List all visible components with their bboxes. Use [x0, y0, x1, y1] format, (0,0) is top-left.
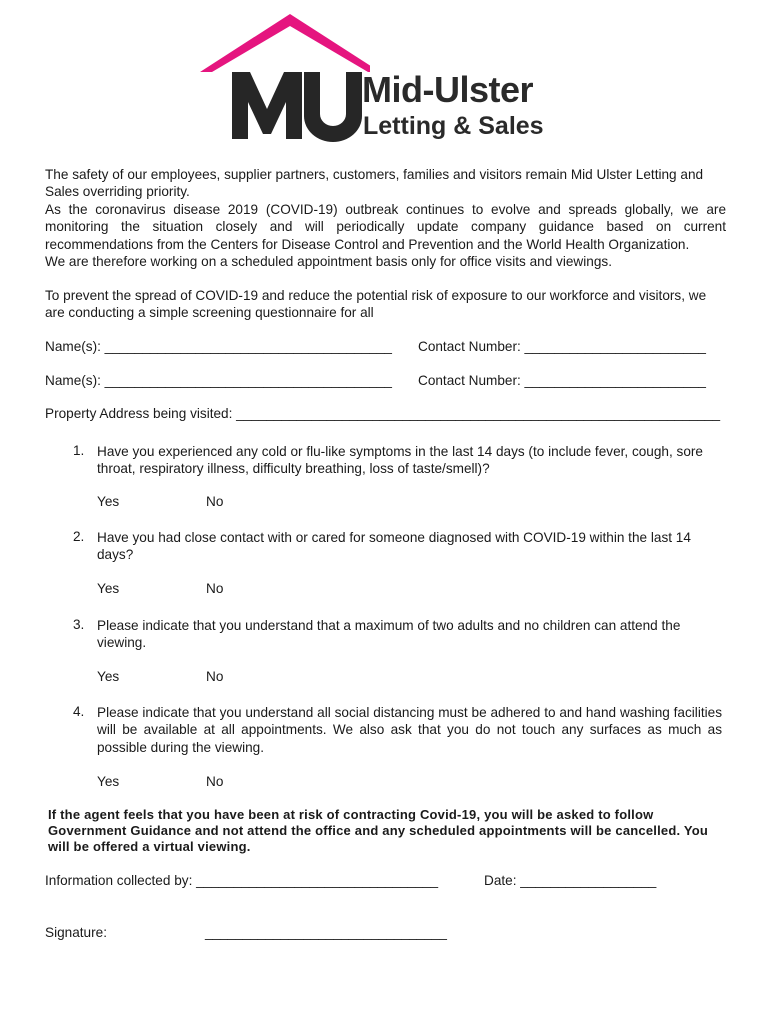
question-number: 3. [73, 617, 85, 632]
question-number: 4. [73, 704, 85, 719]
contact-number-field-2[interactable]: Contact Number: ________________________ [418, 373, 706, 388]
no-option[interactable]: No [206, 774, 224, 789]
yes-option[interactable]: Yes [97, 581, 120, 596]
yes-option[interactable]: Yes [97, 494, 120, 509]
yes-option[interactable]: Yes [97, 774, 120, 789]
no-option[interactable]: No [206, 669, 224, 684]
contact-number-field-1[interactable]: Contact Number: ________________________ [418, 339, 706, 354]
name-field-2[interactable]: Name(s): ______________________________________ [45, 373, 392, 388]
signature-field[interactable]: ________________________________ [205, 925, 447, 940]
intro-paragraph-4: To prevent the spread of COVID-19 and reduce the potential risk of exposure to our workforce and visitors, we are conducting a simple screening questionnaire for all [45, 288, 707, 321]
signature-label: Signature: [45, 925, 107, 940]
question-number: 2. [73, 529, 85, 544]
question-text: Have you had close contact with or cared for someone diagnosed with COVID-19 within the last 14 days? [97, 530, 691, 563]
no-option[interactable]: No [206, 581, 224, 596]
date-field[interactable]: Date: __________________ [484, 873, 657, 888]
question-number: 1. [73, 443, 85, 458]
logo-company-subtitle: Letting & Sales [363, 112, 544, 140]
question-text: Please indicate that you understand that a maximum of two adults and no children can attend the viewing. [97, 618, 681, 651]
information-collected-by-field[interactable]: Information collected by: ________________________________ [45, 873, 439, 888]
logo-company-name: Mid-Ulster [362, 69, 534, 110]
house-logo-icon [200, 14, 370, 144]
name-field-1[interactable]: Name(s): ______________________________________ [45, 339, 392, 354]
intro-paragraph-2: As the coronavirus disease 2019 (COVID-19) outbreak continues to evolve and spreads globally, we are monitoring the situation closely and will periodically update company guidance based on current recommendations from the Centers for Disease Control and Prevention and the World Health Organization. [45, 202, 726, 252]
intro-paragraph-3: We are therefore working on a scheduled appointment basis only for office visits and viewings. [45, 254, 612, 269]
company-logo [200, 14, 570, 144]
question-text: Have you experienced any cold or flu-like symptoms in the last 14 days (to include fever, cough, sore throat, respiratory illness, difficulty breathing, loss of taste/smell)? [97, 444, 703, 477]
intro-paragraph-1: The safety of our employees, supplier partners, customers, families and visitors remain Mid Ulster Letting and Sales overriding priority. [45, 167, 704, 200]
no-option[interactable]: No [206, 494, 224, 509]
risk-warning-notice: If the agent feels that you have been at risk of contracting Covid-19, you will be asked to follow Government Guidance and not attend the office and any scheduled appointments will be cancelled. You will be offered a virtual viewing. [48, 807, 709, 854]
yes-option[interactable]: Yes [97, 669, 120, 684]
property-address-field[interactable]: Property Address being visited: ________________________________________________________________ [45, 406, 721, 421]
question-text: Please indicate that you understand all social distancing must be adhered to and hand washing facilities will be available at all appointments. We also ask that you do not touch any surfaces as much as possible during the viewing. [97, 705, 722, 755]
